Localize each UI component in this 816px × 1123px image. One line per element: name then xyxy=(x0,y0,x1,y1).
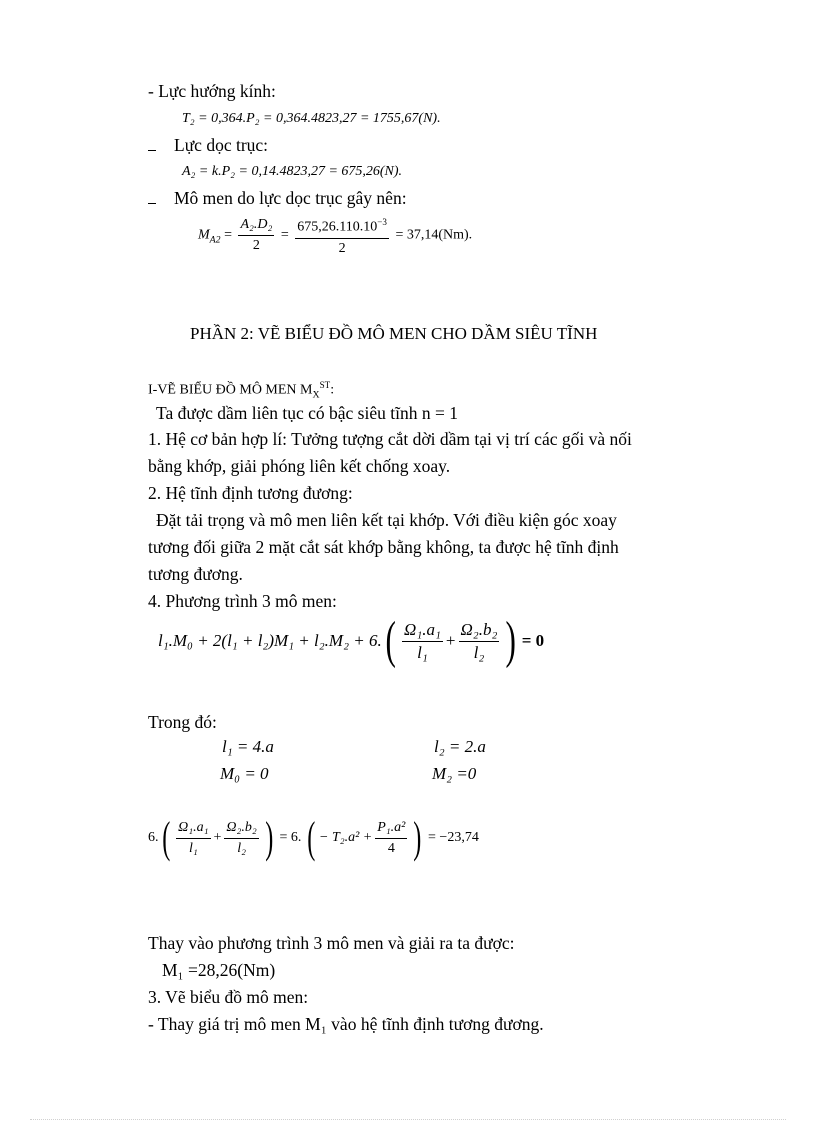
left-paren: ( xyxy=(385,612,396,669)
fraction-denominator: l₁ xyxy=(188,840,198,856)
fraction-omega2 xyxy=(459,620,500,663)
bullet-dash xyxy=(148,150,156,151)
fraction-denominator: 2 xyxy=(338,240,346,256)
param-m0: M₀ = 0 xyxy=(220,764,269,783)
subheading-subscript: X xyxy=(312,389,320,401)
equation-terms: l₁.M₀ + 2(l₁ + l₂)M₁ + l₂.M₂ + 6. xyxy=(158,631,382,650)
radial-force-equation: T₂ = 0,364.P₂ = 0,364.4823,27 = 1755,67(N). xyxy=(182,111,441,126)
subheading-colon: : xyxy=(330,382,335,398)
fraction-omega1 xyxy=(402,620,443,663)
equation-prefix: 6. xyxy=(148,830,159,845)
axial-moment-row xyxy=(148,187,407,209)
fraction-numerator: P₁.a² xyxy=(375,819,407,839)
equation-rhs: = 0 xyxy=(521,631,545,650)
axial-moment-label: Mô men do lực dọc trục gây nên: xyxy=(174,188,407,208)
three-moment-equation xyxy=(158,613,544,669)
param-l2: l₂ = 2.a xyxy=(434,737,486,756)
equation-rhs: = −23,74 xyxy=(428,830,479,845)
fraction-numerator: Ω₂.b₂ xyxy=(224,819,258,839)
part2-heading: PHẦN 2: VẼ BIỂU ĐỒ MÔ MEN CHO DẦM SIÊU TĨNH xyxy=(190,324,598,343)
equation-inner-terms: − T₂.a² + xyxy=(319,830,373,845)
step3-text: - Thay giá trị mô men M₁ vào hệ tĩnh định tương đương. xyxy=(148,1014,544,1034)
param-l1: l₁ = 4.a xyxy=(222,737,274,756)
fraction-numerator: Ω₁.a₁ xyxy=(176,819,210,839)
fraction-denominator: l₂ xyxy=(237,840,246,856)
moment-fraction-1 xyxy=(238,216,274,255)
step2-text-line3: tương đương. xyxy=(148,564,243,584)
moment-lhs-subscript: A2 xyxy=(209,234,221,246)
fraction-numerator: A₂.D₂ xyxy=(238,216,274,236)
right-paren: ) xyxy=(413,813,422,862)
page-bottom-divider xyxy=(30,1119,786,1120)
moment-lhs: M xyxy=(198,227,210,243)
fraction-numerator: 675,26.110.10 xyxy=(297,219,378,235)
right-paren: ) xyxy=(505,612,517,669)
fraction-denominator: 4 xyxy=(387,840,395,856)
axial-moment-equation: $M_{A2}$ = $\frac{\text{A₂.D₂}}{2}$ = $\frac{675,26.110.10^{-3}}{2}$ = 37,14(Nm). xyxy=(198,213,472,258)
fraction-exponent: −3 xyxy=(377,217,387,227)
step3-heading: 3. Vẽ biểu đồ mô men: xyxy=(148,987,309,1007)
step2-text-line1: Đặt tải trọng và mô men liên kết tại khớp. Với điều kiện góc xoay xyxy=(156,510,617,530)
plus-sign: + xyxy=(213,830,222,845)
plus-sign: + xyxy=(445,631,456,650)
radial-force-label: - Lực hướng kính: xyxy=(148,81,276,101)
bullet-dash xyxy=(148,203,156,204)
substitute-text: Thay vào phương trình 3 mô men và giải ra ta được: xyxy=(148,933,515,953)
fraction-omega2 xyxy=(224,819,258,858)
fraction-denominator: l₂ xyxy=(473,642,485,662)
step1-line1: 1. Hệ cơ bản hợp lí: Tưởng tượng cắt dời dầm tại vị trí các gối và nối xyxy=(148,429,632,449)
fraction-denominator: 2 xyxy=(252,237,260,253)
fraction-p1 xyxy=(375,819,407,858)
step2-heading: 2. Hệ tĩnh định tương đương: xyxy=(148,483,353,503)
step1-line2: bằng khớp, giải phóng liên kết chống xoay. xyxy=(148,456,451,476)
subheading-text: I-VẼ BIỂU ĐỒ MÔ MEN M xyxy=(148,382,313,398)
intro-text: Ta được dầm liên tục có bậc siêu tĩnh n = 1 xyxy=(156,403,458,423)
section-subheading xyxy=(148,375,334,405)
param-m2: M₂ =0 xyxy=(432,764,477,783)
calculation-equation xyxy=(148,813,479,863)
axial-force-equation: A₂ = k.P₂ = 0,14.4823,27 = 675,26(N). xyxy=(182,164,403,179)
fraction-denominator: l₁ xyxy=(417,642,428,662)
moment-result: = 37,14(Nm). xyxy=(395,227,473,243)
moment-fraction-2 xyxy=(295,213,389,258)
left-paren: ( xyxy=(307,813,316,862)
m1-result: M₁ =28,26(Nm) xyxy=(162,960,276,980)
subheading-superscript: ST xyxy=(319,380,331,390)
fraction-omega1 xyxy=(176,819,210,858)
right-paren: ) xyxy=(265,813,274,862)
step2-text-line2: tương đối giữa 2 mặt cắt sát khớp bằng không, ta được hệ tĩnh định xyxy=(148,537,619,557)
left-paren: ( xyxy=(161,813,170,862)
fraction-numerator: Ω₂.b₂ xyxy=(459,620,500,642)
equation-mid: = 6. xyxy=(279,830,302,845)
axial-force-label: Lực dọc trục: xyxy=(174,135,269,155)
fraction-numerator: Ω₁.a₁ xyxy=(402,620,443,642)
step4-heading: 4. Phương trình 3 mô men: xyxy=(148,591,337,611)
where-label: Trong đó: xyxy=(148,712,217,732)
axial-force-row xyxy=(148,134,268,156)
